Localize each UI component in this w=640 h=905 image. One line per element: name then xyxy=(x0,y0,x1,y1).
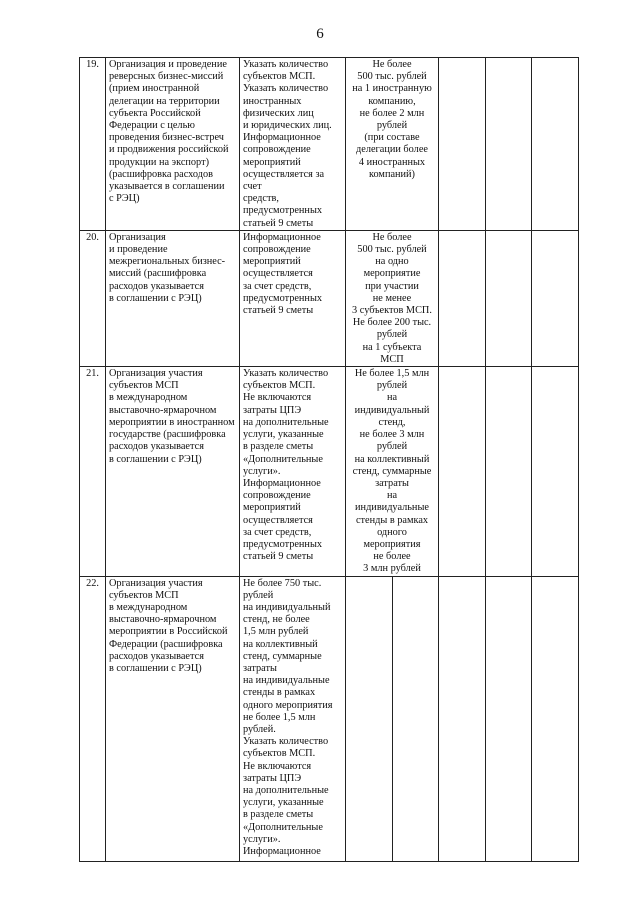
page-number: 6 xyxy=(316,26,324,42)
empty-cell xyxy=(486,230,532,366)
limit-cell-split xyxy=(346,576,439,861)
activity-cell: Организация и проведение межрегиональных бизнес- миссий (расшифровка расходов указывается в соглашении с РЭЦ) xyxy=(106,230,240,366)
empty-cell xyxy=(439,58,486,231)
row-number: 20. xyxy=(80,230,106,366)
limit-cell: Не более 500 тыс. рублей на одно мероприятие при участии не менее 3 субъектов МСП. Не более 200 тыс. рублей на 1 субъекта МСП xyxy=(346,230,439,366)
limit-cell: Не более 500 тыс. рублей на 1 иностранную компанию, не более 2 млн рублей (при составе делегации более 4 иностранных компаний) xyxy=(346,58,439,231)
split-columns xyxy=(346,577,438,861)
limit-cell: Не более 1,5 млн рублей на индивидуальный стенд, не более 3 млн рублей на коллективный стенд, суммарные затраты на индивидуальные стенды в рамках одного мероприятия не более 3 млн рублей xyxy=(346,367,439,576)
empty-cell xyxy=(532,367,579,576)
table-row xyxy=(80,230,579,366)
empty-cell xyxy=(486,576,532,861)
notes-cell: Информационное сопровождение мероприятий осуществляется за счет средств, предусмотренных статьей 9 сметы xyxy=(240,230,346,366)
empty-subcell xyxy=(392,577,439,861)
table-row xyxy=(80,58,579,231)
empty-cell xyxy=(439,230,486,366)
empty-cell xyxy=(532,230,579,366)
notes-cell: Указать количество субъектов МСП. Не включаются затраты ЦПЭ на дополнительные услуги, указанные в разделе сметы «Дополнительные услуги». Информационное сопровождение мероприятий осуществляется за счет средств, предусмотренных статьей 9 сметы xyxy=(240,367,346,576)
empty-subcell xyxy=(346,577,392,861)
row-number: 22. xyxy=(80,576,106,861)
activity-cell: Организация и проведение реверсных бизнес-миссий (прием иностранной делегации на территории субъекта Российской Федерации с целью проведения бизнес-встреч и продвижения российской продукции на экспорт) (расшифровка расходов указывается в соглашении с РЭЦ) xyxy=(106,58,240,231)
notes-cell: Указать количество субъектов МСП. Указать количество иностранных физических лиц и юридических лиц. Информационное сопровождение мероприятий осуществляется за счет средств, предусмотренных статьей 9 сметы xyxy=(240,58,346,231)
empty-cell xyxy=(486,58,532,231)
notes-cell: Не более 750 тыс. рублей на индивидуальный стенд, не более 1,5 млн рублей на коллективный стенд, суммарные затраты на индивидуальные стенды в рамках одного мероприятия не более 1,5 млн рублей. Указать количество субъектов МСП. Не включаются затраты ЦПЭ на дополнительные услуги, указанные в разделе сметы «Дополнительные услуги». Информационное xyxy=(240,576,346,861)
activity-cell: Организация участия субъектов МСП в международном выставочно-ярмарочном мероприятии в иностранном государстве (расшифровка расходов указывается в соглашении с РЭЦ) xyxy=(106,367,240,576)
row-number: 21. xyxy=(80,367,106,576)
row-number: 19. xyxy=(80,58,106,231)
table-row xyxy=(80,576,579,861)
empty-cell xyxy=(486,367,532,576)
empty-cell xyxy=(439,367,486,576)
empty-cell xyxy=(532,576,579,861)
empty-cell xyxy=(439,576,486,861)
table-row xyxy=(80,367,579,576)
activity-cell: Организация участия субъектов МСП в международном выставочно-ярмарочном мероприятии в Российской Федерации (расшифровка расходов указывается в соглашении с РЭЦ) xyxy=(106,576,240,861)
empty-cell xyxy=(532,58,579,231)
expense-table xyxy=(79,57,579,862)
